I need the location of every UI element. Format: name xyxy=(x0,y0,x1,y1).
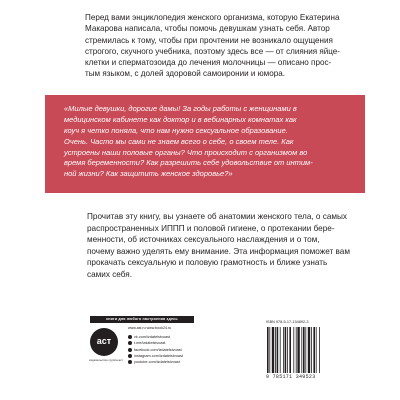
quote-line: Очень. Часто мы сами не знаем всего о себе, о своем теле. Как xyxy=(64,136,294,146)
barcode-bar xyxy=(269,327,270,373)
summary-paragraph xyxy=(87,211,350,281)
summary-line: менности, об источниках сексуального наслаждения и о том, xyxy=(87,235,320,245)
summary-line: самих себя. xyxy=(87,269,132,279)
author-quote xyxy=(64,104,336,180)
summary-line: распространенных ИППП и половой гигиене, о протекании бере- xyxy=(87,223,335,233)
youtube-icon xyxy=(128,360,132,364)
intro-line: строгого, скучного учебника, поэтому здесь все — от слияния яйце- xyxy=(85,46,341,56)
quote-line: медицинском кабинете как доктор и в вебинарных комнатах как xyxy=(64,114,297,124)
intro-line: тым языком, с долей здоровой самоиронии и юмора. xyxy=(85,69,285,79)
intro-line: Макарова написала, чтобы помочь девушкам узнать себя. Автор xyxy=(85,24,330,34)
barcode-bar xyxy=(285,327,287,373)
isbn: ISBN 978-5-17-134892-3 xyxy=(266,320,309,324)
barcode-bar xyxy=(287,327,288,373)
social-link-text: youtube.com/izdatelstvoast xyxy=(134,360,180,365)
barcode-bar xyxy=(289,327,291,373)
barcode-bar xyxy=(311,327,312,373)
social-link xyxy=(128,359,240,365)
barcode-bar xyxy=(308,327,310,373)
social-link-text: facebook.com/izdatelstvoast xyxy=(134,347,182,352)
barcode-bar xyxy=(305,327,306,373)
barcode-bar xyxy=(293,327,294,373)
quote-line: время беременности? Как разрешить себе удовольствие от интим- xyxy=(64,158,313,168)
barcode-bar xyxy=(313,327,315,373)
social-link-text: instagram.com/izdatelstvoast xyxy=(134,353,183,358)
barcode-number: 9 785171 349523 xyxy=(266,374,316,380)
quote-line: устроены наши половые органы? Что происходит с организмом во xyxy=(64,147,308,157)
barcode-bar xyxy=(316,327,317,373)
social-link-text: t.me/izdatelstvoast xyxy=(134,341,166,346)
intro-line: клетки и сперматозоида до лечения молочницы — описано прос- xyxy=(85,58,332,68)
publisher-websites: www.ast.ru www.book24.ru xyxy=(128,326,172,330)
barcode-bar xyxy=(319,327,320,373)
barcode-bar xyxy=(267,327,269,373)
quote-line: коуч я четко поняла, что нам нужно сексуальное образование. xyxy=(64,125,288,135)
intro-line: стремилась к тому, чтобы при прочтении не возникало ощущения xyxy=(85,35,333,45)
barcode-bar xyxy=(303,327,305,373)
barcode-bar xyxy=(297,327,299,373)
barcode-bar xyxy=(277,327,279,373)
barcode-bar xyxy=(296,327,297,373)
social-links xyxy=(128,334,240,365)
barcode-bar xyxy=(272,327,274,373)
ast-logo xyxy=(90,328,118,356)
telegram-icon xyxy=(128,341,132,345)
quote-line: «Милые девушки, дорогие дамы! За годы работы с женщинами в xyxy=(64,104,297,113)
intro-paragraph xyxy=(85,12,341,80)
barcode-bar xyxy=(283,327,284,373)
barcode xyxy=(266,327,338,373)
ast-logo-text: аст xyxy=(96,336,112,346)
summary-line: Прочитав эту книгу, вы узнаете об анатомии женского тела, о самых xyxy=(87,212,348,221)
barcode-bar xyxy=(280,327,281,373)
summary-line: почему важно уделять ему внимание. Эта информация поможет вам xyxy=(87,246,350,256)
barcode-bar xyxy=(275,327,276,373)
publisher-name: издательство группа аст xyxy=(88,358,124,362)
barcode-bar xyxy=(301,327,302,373)
social-link-text: vk.com/izdatelstvoast xyxy=(134,335,171,339)
intro-line: Перед вами энциклопедия женского организма, которую Екатерина xyxy=(85,13,340,22)
summary-line: прокачать сексуальную и половую грамотность и ближе узнать xyxy=(87,258,328,268)
facebook-icon xyxy=(128,348,132,352)
quote-line: ной жизни? Как защитить женское здоровье?» xyxy=(64,169,233,179)
publisher-tagline: книги для любого настроения здесь xyxy=(90,316,194,323)
instagram-icon xyxy=(128,354,132,358)
vk-icon xyxy=(128,335,132,339)
